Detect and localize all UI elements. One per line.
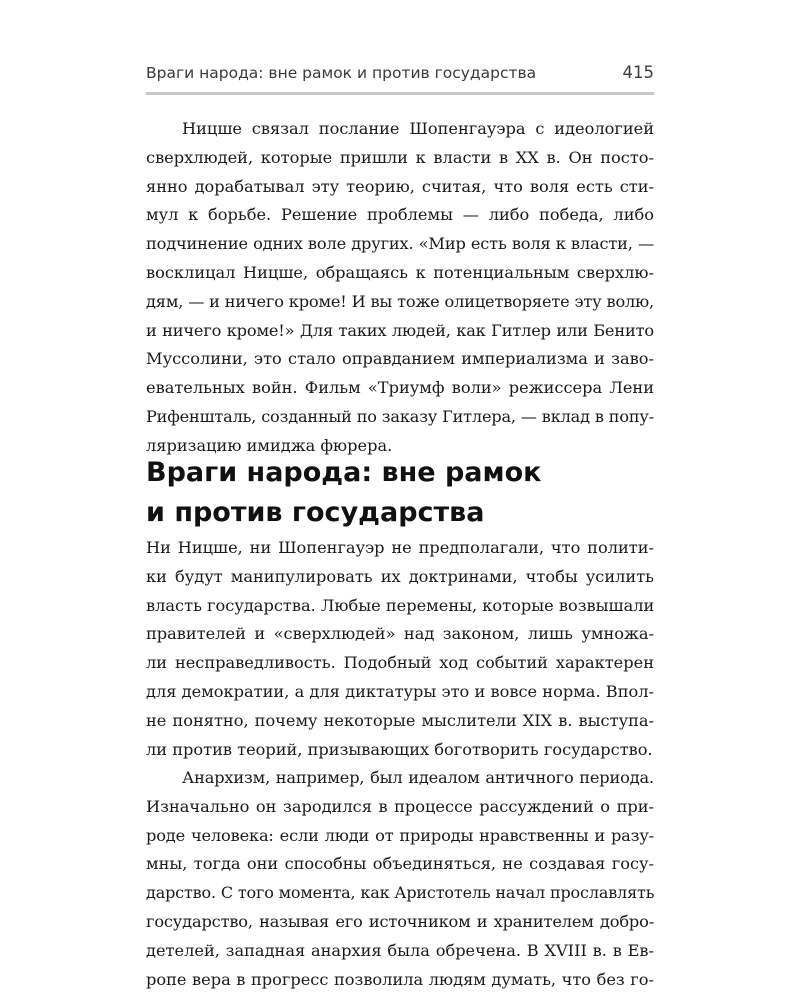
text-line: мул к борьбе. Решение проблемы — либо победа, либо xyxy=(146,205,654,225)
running-head xyxy=(146,62,654,95)
text-line: детелей, западная анархия была обречена. В XVIII в. в Ев- xyxy=(146,940,654,960)
text-line: ляризацию имиджа фюрера. xyxy=(146,435,393,455)
text-line: не понятно, почему некоторые мыслители XIX в. выступа- xyxy=(146,710,654,730)
text-line: ли несправедливость. Подобный ход событий характерен xyxy=(146,653,654,673)
text-line: Изначально он зародился в процессе рассуждений о при- xyxy=(146,796,654,816)
text-line: подчинение одних воле других. «Мир есть воля к власти, — xyxy=(146,234,654,254)
text-line: дям, — и ничего кроме! И вы тоже олицетворяете эту волю, xyxy=(146,291,654,311)
text-line: дарство. С того момента, как Аристотель начал прославлять xyxy=(146,883,655,903)
paragraph-anarchism xyxy=(146,764,654,994)
text-line: для демократии, а для диктатуры это и вовсе норма. Впол- xyxy=(146,681,654,701)
text-line: Рифеншталь, созданный по заказу Гитлера, — вклад в попу- xyxy=(146,406,654,426)
text-line: ли против теорий, призывающих боготворить государство. xyxy=(146,739,653,759)
text-line: роде человека: если люди от природы нравственны и разу- xyxy=(146,825,654,845)
text-line: и ничего кроме!» Для таких людей, как Гитлер или Бенито xyxy=(146,320,654,340)
section-heading-line: и против государства xyxy=(146,497,485,528)
text-line: Ницше связал послание Шопенгауэра с идеологией xyxy=(182,119,654,138)
text-line: Муссолини, это стало оправданием империализма и заво- xyxy=(146,349,654,369)
text-line: власть государства. Любые перемены, которые возвышали xyxy=(146,595,655,615)
text-line: ропе вера в прогресс позволила людям думать, что без го- xyxy=(146,969,654,989)
text-line: ки будут манипулировать их доктринами, чтобы усилить xyxy=(146,566,654,586)
paragraph-nietzsche xyxy=(146,115,654,461)
text-line: Ни Ницше, ни Шопенгауэр не предполагали, что полити- xyxy=(146,538,654,557)
text-line: янно дорабатывал эту теорию, считая, что воля есть сти- xyxy=(146,176,654,196)
paragraph-state xyxy=(146,534,654,764)
text-line: государство, называя его источником и хранителем добро- xyxy=(146,911,654,931)
text-line: восклицал Ницше, обращаясь к потенциальным сверхлю- xyxy=(146,262,654,282)
text-line: правителей и «сверхлюдей» над законом, лишь умножа- xyxy=(146,624,654,644)
text-line: Анархизм, например, был идеалом античного периода. xyxy=(182,768,654,787)
text-line: мны, тогда они способны объединяться, не создавая госу- xyxy=(146,854,654,874)
running-head-title: Враги народа: вне рамок и против государства xyxy=(146,64,537,82)
text-line: евательных войн. Фильм «Триумф воли» режиссера Лени xyxy=(146,378,654,398)
page-number: 415 xyxy=(622,63,654,82)
section-heading xyxy=(146,453,654,533)
text-line: сверхлюдей, которые пришли к власти в XX в. Он посто- xyxy=(146,147,654,167)
section-heading-line: Враги народа: вне рамок xyxy=(146,457,542,488)
